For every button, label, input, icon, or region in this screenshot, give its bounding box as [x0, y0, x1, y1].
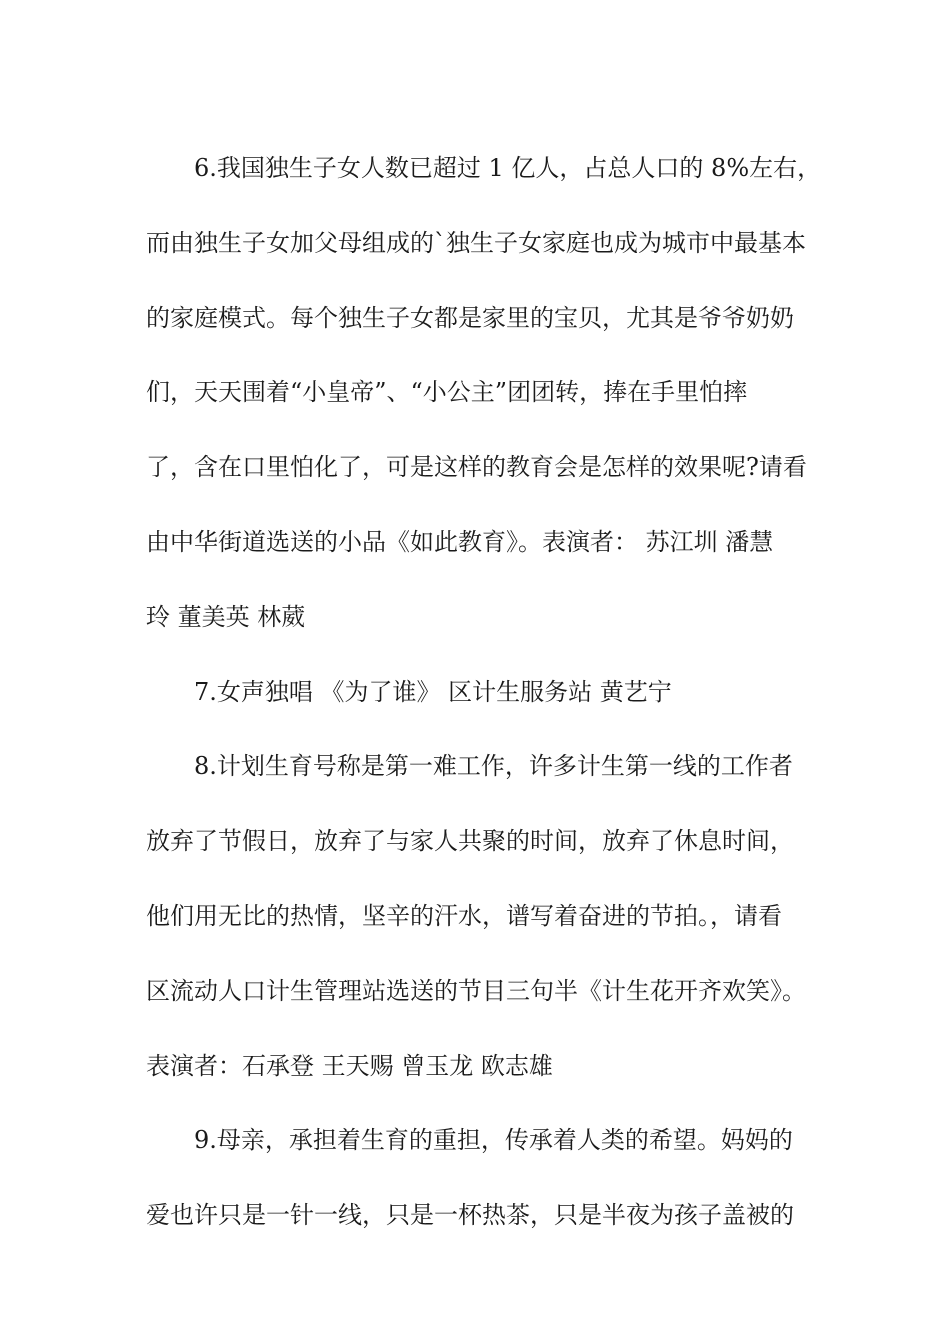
- text-line: 爱也许只是一针一线，只是一杯热茶，只是半夜为孩子盖被的: [146, 1201, 794, 1230]
- text-line: 6.我国独生子女人数已超过 1 亿人，占总人口的 8%左右，: [194, 154, 822, 182]
- text-line: 7.女声独唱 《为了谁》 区计生服务站 黄艺宁: [194, 677, 672, 706]
- text-line: 8.计划生育号称是第一难工作，许多计生第一线的工作者: [194, 752, 793, 781]
- text-line: 而由独生子女加父母组成的`独生子女家庭也成为城市中最基本: [146, 228, 806, 257]
- body-text: [146, 131, 822, 1253]
- paragraph-8: [146, 729, 816, 1103]
- paragraph-9: [146, 1103, 816, 1253]
- text-line: 他们用无比的热情，坚辛的汗水，谱写着奋进的节拍。，请看: [146, 901, 782, 930]
- text-line: 了，含在口里怕化了，可是这样的教育会是怎样的效果呢?请看: [146, 453, 807, 482]
- text-line: 9.母亲，承担着生育的重担，传承着人类的希望。妈妈的: [194, 1126, 793, 1155]
- text-line: 们，天天围着“小皇帝”、“小公主”团团转，捧在手里怕摔: [146, 378, 748, 407]
- text-line: 玲 董美英 林葳: [146, 602, 306, 631]
- paragraph-6: [146, 131, 822, 655]
- text-line: 放弃了节假日，放弃了与家人共聚的时间，放弃了休息时间，: [146, 827, 794, 856]
- text-line: 表演者：石承登 王天赐 曾玉龙 欧志雄: [146, 1051, 553, 1080]
- text-line: 由中华街道选送的小品《如此教育》。表演者： 苏江圳 潘慧: [146, 527, 774, 556]
- text-line: 的家庭模式。每个独生子女都是家里的宝贝，尤其是爷爷奶奶: [146, 303, 794, 332]
- text-line: 区流动人口计生管理站选送的节目三句半《计生花开齐欢笑》。: [146, 976, 806, 1005]
- paragraph-7: [146, 655, 816, 730]
